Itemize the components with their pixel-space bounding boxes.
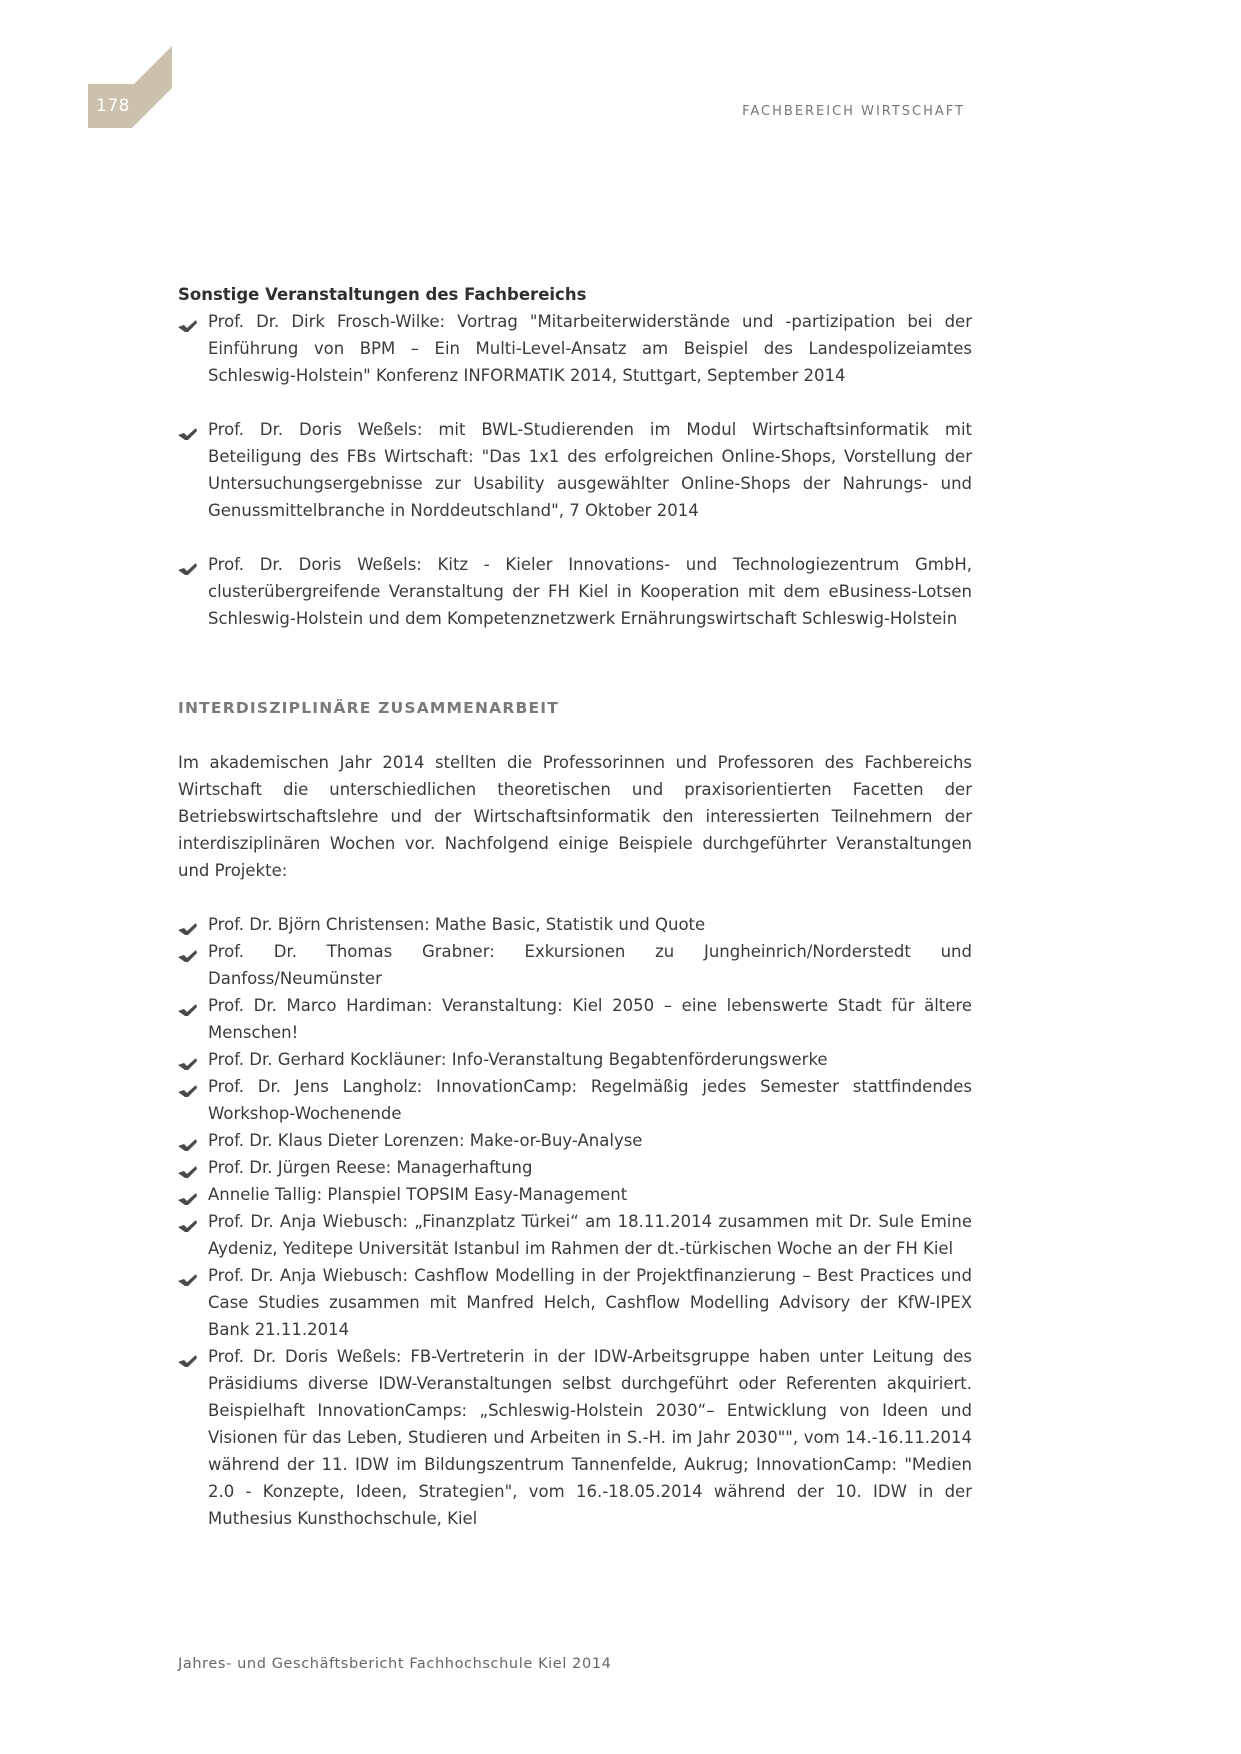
- check-bullet-icon: [178, 945, 198, 959]
- collaboration-heading: INTERDISZIPLINÄRE ZUSAMMENARBEIT: [178, 699, 559, 717]
- list-item-text: Prof. Dr. Doris Weßels: mit BWL-Studierenden im Modul Wirtschaftsinformatik mit Beteiligung des FBs Wirtschaft: "Das 1x1 des erfolgreichen Online-Shops, Vorstellung der Untersuchungsergebnisse zur Usability ausgewählter Online-Shops der Nahrungs- und Genussmittelbranche in Norddeutschland", 7 Oktober 2014: [208, 420, 972, 520]
- events-list: [178, 308, 972, 632]
- events-heading: Sonstige Veranstaltungen des Fachbereichs: [178, 285, 587, 304]
- page-number-badge: [88, 44, 174, 128]
- check-bullet-icon: [178, 1269, 198, 1283]
- main-content: [178, 281, 972, 1532]
- list-item: [178, 1262, 972, 1343]
- list-item-text: Prof. Dr. Marco Hardiman: Veranstaltung: Kiel 2050 – eine lebenswerte Stadt für ältere Menschen!: [208, 996, 972, 1042]
- collaboration-intro: Im akademischen Jahr 2014 stellten die Professorinnen und Professoren des Fachbereichs Wirtschaft die unterschiedlichen theoretischen und praxisorientierten Facetten der Betriebswirtschaftslehre und der Wirtschaftsinformatik den interessierten Teilnehmern der interdisziplinären Wochen vor. Nachfolgend einige Beispiele durchgeführter Veranstaltungen und Projekte:: [178, 753, 972, 880]
- check-bullet-icon: [178, 1350, 198, 1364]
- check-bullet-icon: [178, 1215, 198, 1229]
- check-bullet-icon: [178, 1134, 198, 1148]
- list-item-text: Prof. Dr. Jens Langholz: InnovationCamp: Regelmäßig jedes Semester stattfindendes Workshop-Wochenende: [208, 1077, 972, 1123]
- list-item: [178, 938, 972, 992]
- list-item-text: Prof. Dr. Anja Wiebusch: Cashflow Modelling in der Projektfinanzierung – Best Practices und Case Studies zusammen mit Manfred Helch, Cashflow Modelling Advisory der KfW-IPEX Bank 21.11.2014: [208, 1266, 972, 1339]
- list-item-text: Prof. Dr. Gerhard Kockläuner: Info-Veranstaltung Begabtenförderungswerke: [208, 1050, 828, 1069]
- list-item-text: Prof. Dr. Dirk Frosch-Wilke: Vortrag "Mitarbeiterwiderstände und -partizipation bei der Einführung von BPM – Ein Multi-Level-Ansatz am Beispiel des Landespolizeiamtes Schleswig-Holstein" Konferenz INFORMATIK 2014, Stuttgart, September 2014: [208, 312, 972, 385]
- check-bullet-icon: [178, 1053, 198, 1067]
- list-item: [178, 551, 972, 632]
- projects-list: [178, 911, 972, 1532]
- list-item-text: Prof. Dr. Klaus Dieter Lorenzen: Make-or-Buy-Analyse: [208, 1131, 643, 1150]
- check-bullet-icon: [178, 1080, 198, 1094]
- section-label: FACHBEREICH WIRTSCHAFT: [742, 104, 965, 119]
- list-item: [178, 308, 972, 389]
- list-item: [178, 1343, 972, 1532]
- check-bullet-icon: [178, 918, 198, 932]
- list-item-text: Prof. Dr. Thomas Grabner: Exkursionen zu Jungheinrich/Norderstedt und Danfoss/Neumünster: [208, 942, 972, 988]
- list-item: [178, 1046, 972, 1073]
- list-item-text: Prof. Dr. Doris Weßels: FB-Vertreterin in der IDW-Arbeitsgruppe haben unter Leitung des Präsidiums diverse IDW-Veranstaltungen selbst durchgeführt oder Referenten akquiriert. Beispielhaft InnovationCamps: „Schleswig-Holstein 2030“– Entwicklung von Ideen und Visionen für das Leben, Studieren und Arbeiten in S.-H. im Jahr 2030"", vom 14.-16.11.2014 während der 11. IDW im Bildungszentrum Tannenfelde, Aukrug; InnovationCamp: "Medien 2.0 - Konzepte, Ideen, Strategien", vom 16.-18.05.2014 während der 10. IDW in der Muthesius Kunsthochschule, Kiel: [208, 1347, 972, 1528]
- list-item: [178, 1127, 972, 1154]
- list-item-text: Prof. Dr. Jürgen Reese: Managerhaftung: [208, 1158, 533, 1177]
- list-item-text: Prof. Dr. Doris Weßels: Kitz - Kieler Innovations- und Technologiezentrum GmbH, clusterübergreifende Veranstaltung der FH Kiel in Kooperation mit dem eBusiness-Lotsen Schleswig-Holstein und dem Kompetenznetzwerk Ernährungswirtschaft Schleswig-Holstein: [208, 555, 972, 628]
- page-number: 178: [96, 96, 130, 116]
- check-bullet-icon: [178, 315, 198, 329]
- list-item: [178, 1208, 972, 1262]
- page-footer: Jahres- und Geschäftsbericht Fachhochschule Kiel 2014: [178, 1656, 612, 1672]
- check-bullet-icon: [178, 1161, 198, 1175]
- list-item: [178, 1181, 972, 1208]
- check-bullet-icon: [178, 423, 198, 437]
- list-item: [178, 992, 972, 1046]
- check-bullet-icon: [178, 999, 198, 1013]
- list-item-text: Annelie Tallig: Planspiel TOPSIM Easy-Management: [208, 1185, 628, 1204]
- list-item-text: Prof. Dr. Anja Wiebusch: „Finanzplatz Türkei“ am 18.11.2014 zusammen mit Dr. Sule Emine Aydeniz, Yeditepe Universität Istanbul im Rahmen der dt.-türkischen Woche an der FH Kiel: [208, 1212, 972, 1258]
- list-item: [178, 911, 972, 938]
- list-item: [178, 1154, 972, 1181]
- list-item-text: Prof. Dr. Björn Christensen: Mathe Basic, Statistik und Quote: [208, 915, 706, 934]
- list-item: [178, 1073, 972, 1127]
- check-bullet-icon: [178, 558, 198, 572]
- check-bullet-icon: [178, 1188, 198, 1202]
- list-item: [178, 416, 972, 524]
